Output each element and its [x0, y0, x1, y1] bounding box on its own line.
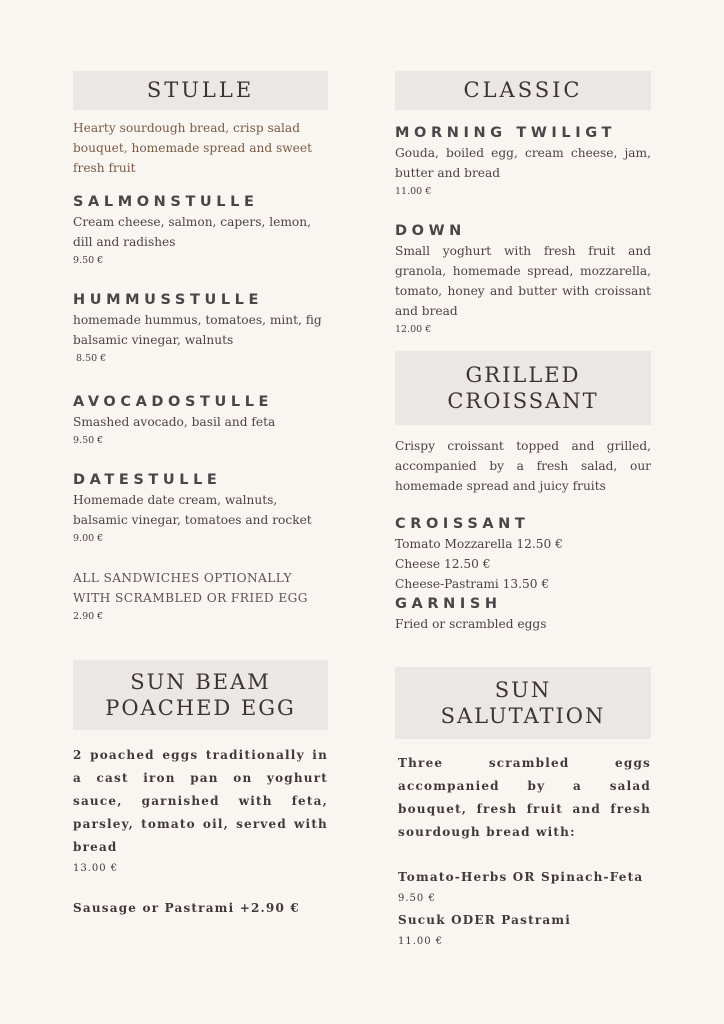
sunsalutation-desc: Three scrambled eggs accompanied by a salad bouquet, fresh fruit and fresh sourdough bread with:	[398, 756, 651, 839]
garnish-heading: GARNISH	[395, 596, 502, 612]
datestulle-item	[73, 470, 328, 548]
grilled-title-line1: GRILLED	[465, 362, 581, 387]
sunsalutation-option1: Tomato-Herbs OR Spinach-Feta	[398, 870, 644, 884]
sunsalutation-details	[398, 752, 651, 952]
item-price: 9.00 €	[73, 533, 104, 544]
item-name: DOWN	[395, 223, 466, 239]
egg-note-text: ALL SANDWICHES OPTIONALLY WITH SCRAMBLED OR FRIED EGG	[73, 571, 308, 605]
item-name: DATESTULLE	[73, 472, 222, 488]
sunbeam-desc: 2 poached eggs traditionally in a cast iron pan on yoghurt sauce, garnished with feta, parsley, tomato oil, served with bread	[73, 748, 328, 854]
sunsalutation-price1: 9.50 €	[398, 893, 436, 904]
croissant-heading: CROISSANT	[395, 516, 530, 532]
item-price: 12.00 €	[395, 324, 432, 335]
hummusstulle-item	[73, 290, 328, 368]
sunsalutation-banner	[395, 667, 651, 739]
sunbeam-title-line1: SUN BEAM	[130, 669, 271, 694]
grilled-intro: Crispy croissant topped and grilled, accompanied by a fresh salad, our homemade spread and juicy fruits	[395, 439, 651, 493]
salmonstulle-item	[73, 192, 328, 270]
sunbeam-extra: Sausage or Pastrami +2.90 €	[73, 901, 300, 915]
morning-twiligt-item	[395, 123, 651, 201]
sunbeam-details	[73, 744, 328, 920]
garnish-text: Fried or scrambled eggs	[395, 617, 547, 631]
sunbeam-title-line2: POACHED EGG	[105, 696, 296, 720]
item-desc: Gouda, boiled egg, cream cheese, jam, butter and bread	[395, 146, 651, 180]
croissant-option: Cheese-Pastrami 13.50 €	[395, 577, 550, 591]
item-name: HUMMUSSTULLE	[73, 292, 264, 308]
sunsalutation-price2: 11.00 €	[398, 936, 444, 947]
item-price: 9.50 €	[73, 255, 104, 266]
item-desc: Cream cheese, salmon, capers, lemon, dill and radishes	[73, 215, 311, 249]
egg-note-price: 2.90 €	[73, 611, 104, 622]
grilled-title-line2: CROISSANT	[447, 389, 599, 413]
item-name: MORNING TWILIGT	[395, 125, 616, 141]
item-desc: Homemade date cream, walnuts, balsamic vinegar, tomatoes and rocket	[73, 493, 312, 527]
sunsalutation-title-line1: SUN	[494, 677, 552, 702]
grilled-banner	[395, 351, 651, 425]
item-price: 8.50 €	[76, 353, 107, 364]
stulle-intro: Hearty sourdough bread, crisp salad bouquet, homemade spread and sweet fresh fruit	[73, 121, 313, 175]
item-price: 9.50 €	[73, 435, 104, 446]
croissant-option: Tomato Mozzarella 12.50 €	[395, 537, 563, 551]
sunbeam-price: 13.00 €	[73, 863, 119, 874]
croissant-options	[395, 514, 651, 634]
item-desc: Smashed avocado, basil and feta	[73, 415, 276, 429]
sunbeam-banner	[73, 660, 328, 730]
egg-option-note	[73, 568, 328, 626]
item-price: 11.00 €	[395, 186, 432, 197]
stulle-title: STULLE	[146, 78, 255, 103]
croissant-option: Cheese 12.50 €	[395, 557, 491, 571]
item-name: AVOCADOSTULLE	[73, 394, 274, 410]
down-item	[395, 221, 651, 339]
classic-title: CLASSIC	[463, 78, 583, 103]
stulle-banner	[73, 71, 328, 110]
sunsalutation-title-line2: SALUTATION	[440, 704, 606, 728]
avocadostulle-item	[73, 392, 328, 450]
item-name: SALMONSTULLE	[73, 194, 259, 210]
item-desc: Small yoghurt with fresh fruit and granola, homemade spread, mozzarella, tomato, honey and butter with croissant and bread	[395, 244, 651, 318]
classic-banner	[395, 71, 651, 110]
item-desc: homemade hummus, tomatoes, mint, fig balsamic vinegar, walnuts	[73, 313, 322, 347]
sunsalutation-option2: Sucuk ODER Pastrami	[398, 913, 571, 927]
